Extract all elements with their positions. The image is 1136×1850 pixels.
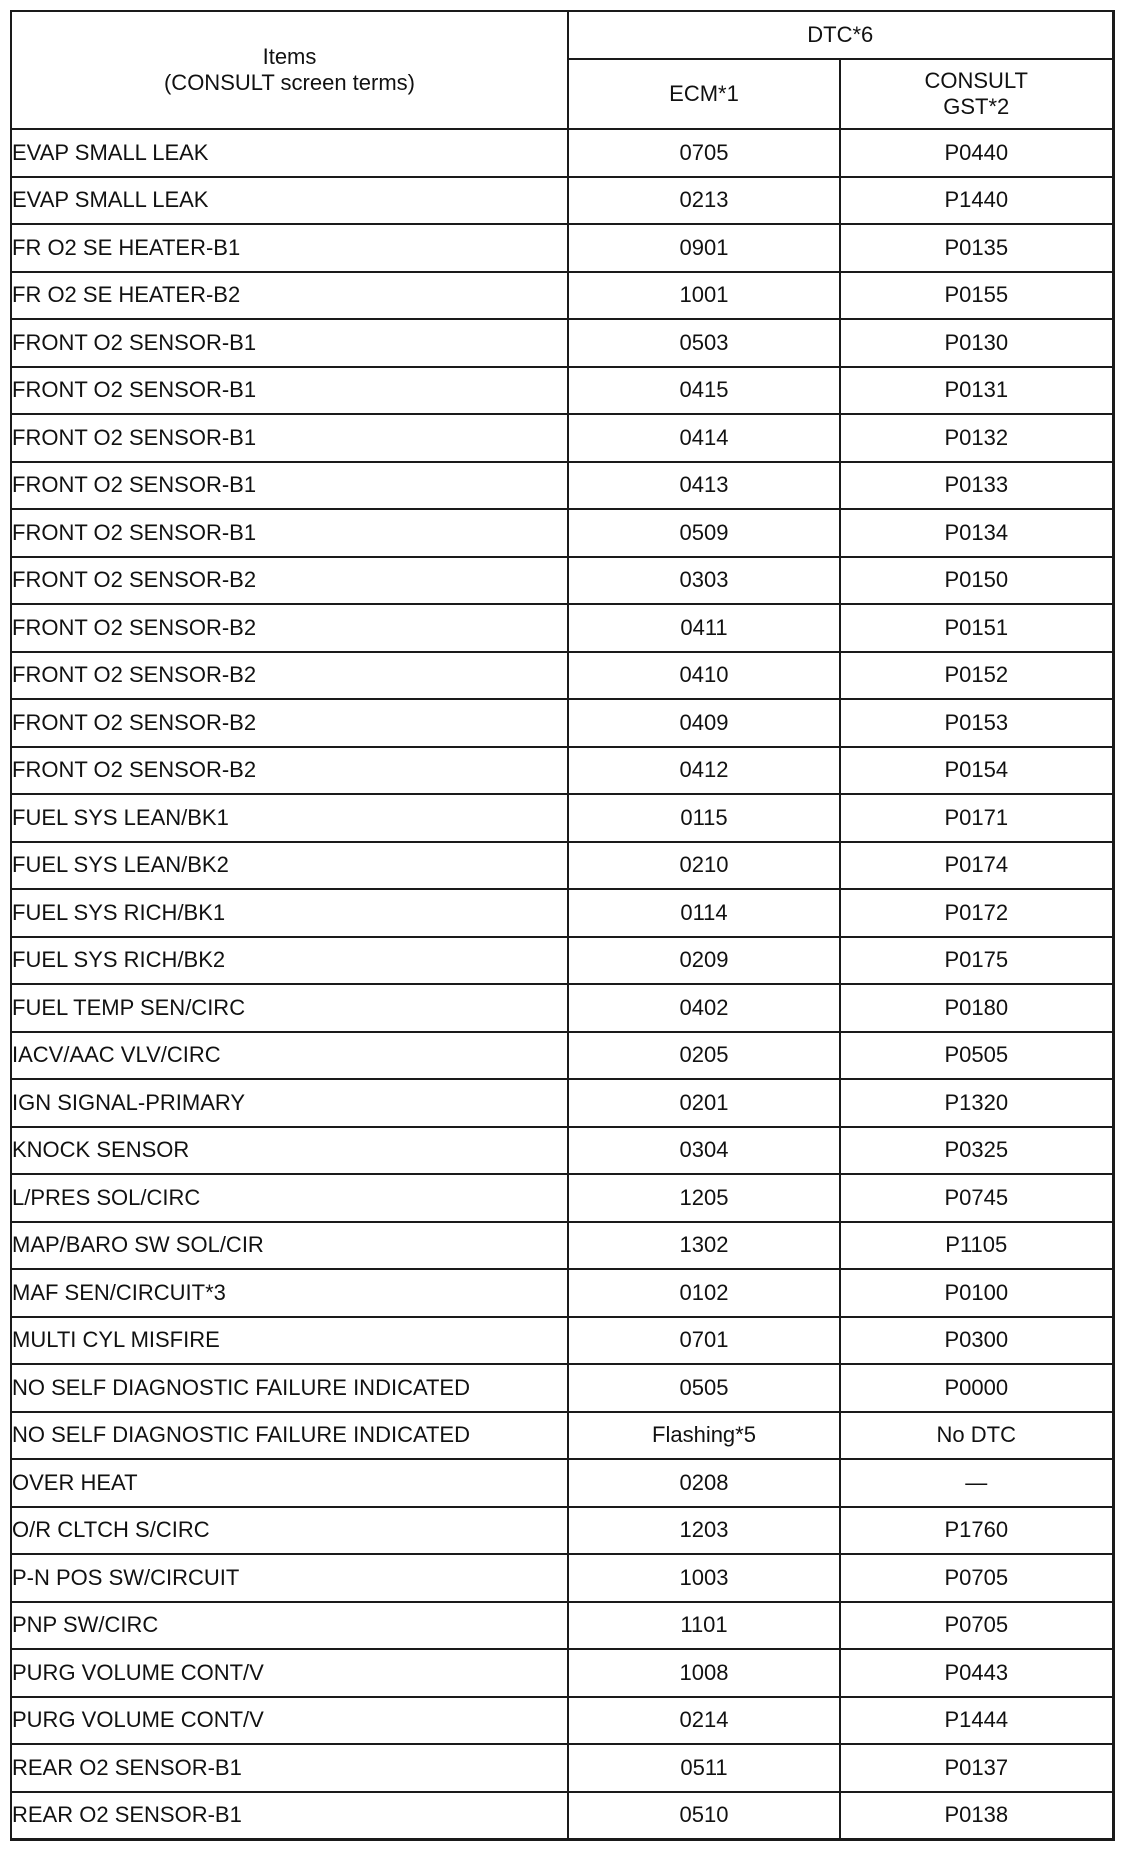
gst-code-cell: P0100: [840, 1269, 1113, 1317]
item-cell: KNOCK SENSOR: [11, 1127, 568, 1175]
ecm-code-cell: 1001: [568, 272, 840, 320]
gst-code-cell: P0135: [840, 224, 1113, 272]
dtc-column-header: DTC*6: [568, 11, 1113, 59]
item-cell: PURG VOLUME CONT/V: [11, 1697, 568, 1745]
ecm-code-cell: 1302: [568, 1222, 840, 1270]
item-cell: IACV/AAC VLV/CIRC: [11, 1032, 568, 1080]
table-row: [11, 319, 1113, 367]
item-cell: MAF SEN/CIRCUIT*3: [11, 1269, 568, 1317]
gst-code-cell: P0000: [840, 1364, 1113, 1412]
ecm-column-header: ECM*1: [568, 59, 840, 129]
item-cell: L/PRES SOL/CIRC: [11, 1174, 568, 1222]
ecm-code-cell: 0509: [568, 509, 840, 557]
ecm-code-cell: 0208: [568, 1459, 840, 1507]
table-row: [11, 937, 1113, 985]
table-row: [11, 794, 1113, 842]
ecm-code-cell: 0205: [568, 1032, 840, 1080]
item-cell: IGN SIGNAL-PRIMARY: [11, 1079, 568, 1127]
gst-code-cell: P0134: [840, 509, 1113, 557]
ecm-code-cell: 0503: [568, 319, 840, 367]
gst-code-cell: P0325: [840, 1127, 1113, 1175]
gst-code-cell: P0171: [840, 794, 1113, 842]
gst-code-cell: P0175: [840, 937, 1113, 985]
item-cell: EVAP SMALL LEAK: [11, 177, 568, 225]
item-cell: MAP/BARO SW SOL/CIR: [11, 1222, 568, 1270]
table-row: [11, 1127, 1113, 1175]
gst-code-cell: P0172: [840, 889, 1113, 937]
item-cell: EVAP SMALL LEAK: [11, 129, 568, 177]
table-row: [11, 1222, 1113, 1270]
item-cell: FUEL TEMP SEN/CIRC: [11, 984, 568, 1032]
table-row: [11, 1364, 1113, 1412]
ecm-code-cell: 0413: [568, 462, 840, 510]
table-row: [11, 557, 1113, 605]
table-row: [11, 699, 1113, 747]
item-cell: FRONT O2 SENSOR-B1: [11, 462, 568, 510]
gst-code-cell: P0440: [840, 129, 1113, 177]
table-row: [11, 652, 1113, 700]
table-row: [11, 1079, 1113, 1127]
table-row: [11, 1507, 1113, 1555]
item-cell: FRONT O2 SENSOR-B2: [11, 652, 568, 700]
gst-code-cell: P0745: [840, 1174, 1113, 1222]
table-row: [11, 984, 1113, 1032]
table-row: [11, 1412, 1113, 1460]
gst-code-cell: —: [840, 1459, 1113, 1507]
table-row: [11, 509, 1113, 557]
ecm-code-cell: 0209: [568, 937, 840, 985]
table-row: [11, 1744, 1113, 1792]
ecm-code-cell: 0304: [568, 1127, 840, 1175]
ecm-code-cell: 0412: [568, 747, 840, 795]
table-row: [11, 414, 1113, 462]
gst-header-line1: CONSULT: [924, 67, 1028, 93]
ecm-code-cell: 0201: [568, 1079, 840, 1127]
table-row: [11, 129, 1113, 177]
dtc-table: [10, 10, 1115, 1841]
ecm-code-cell: 0213: [568, 177, 840, 225]
ecm-code-cell: 1101: [568, 1602, 840, 1650]
gst-code-cell: P0150: [840, 557, 1113, 605]
gst-code-cell: P0154: [840, 747, 1113, 795]
gst-code-cell: P1440: [840, 177, 1113, 225]
item-cell: FRONT O2 SENSOR-B2: [11, 747, 568, 795]
ecm-code-cell: 0415: [568, 367, 840, 415]
ecm-code-cell: Flashing*5: [568, 1412, 840, 1460]
ecm-code-cell: 0114: [568, 889, 840, 937]
gst-header-line2: GST*2: [943, 94, 1010, 119]
item-cell: FRONT O2 SENSOR-B1: [11, 414, 568, 462]
gst-code-cell: P0131: [840, 367, 1113, 415]
ecm-code-cell: 0214: [568, 1697, 840, 1745]
table-row: [11, 367, 1113, 415]
table-row: [11, 462, 1113, 510]
item-cell: FRONT O2 SENSOR-B1: [11, 367, 568, 415]
gst-code-cell: P0705: [840, 1554, 1113, 1602]
gst-code-cell: P1105: [840, 1222, 1113, 1270]
item-cell: FR O2 SE HEATER-B2: [11, 272, 568, 320]
table-row: [11, 1792, 1113, 1840]
table-row: [11, 1269, 1113, 1317]
gst-code-cell: P0132: [840, 414, 1113, 462]
table-row: [11, 1174, 1113, 1222]
table-row: [11, 272, 1113, 320]
ecm-code-cell: 1205: [568, 1174, 840, 1222]
ecm-code-cell: 1008: [568, 1649, 840, 1697]
ecm-code-cell: 0511: [568, 1744, 840, 1792]
table-row: [11, 1602, 1113, 1650]
gst-code-cell: P0300: [840, 1317, 1113, 1365]
table-row: [11, 1459, 1113, 1507]
items-header-line1: Items: [262, 43, 317, 69]
item-cell: FUEL SYS LEAN/BK2: [11, 842, 568, 890]
ecm-code-cell: 0411: [568, 604, 840, 652]
gst-column-header: [840, 59, 1113, 129]
ecm-code-cell: 0402: [568, 984, 840, 1032]
gst-code-cell: P0705: [840, 1602, 1113, 1650]
gst-code-cell: P0133: [840, 462, 1113, 510]
ecm-code-cell: 0115: [568, 794, 840, 842]
item-cell: PURG VOLUME CONT/V: [11, 1649, 568, 1697]
item-cell: MULTI CYL MISFIRE: [11, 1317, 568, 1365]
ecm-code-cell: 0102: [568, 1269, 840, 1317]
table-row: [11, 842, 1113, 890]
ecm-code-cell: 0705: [568, 129, 840, 177]
ecm-code-cell: 0510: [568, 1792, 840, 1840]
table-row: [11, 1554, 1113, 1602]
item-cell: PNP SW/CIRC: [11, 1602, 568, 1650]
table-header: [11, 11, 1113, 129]
gst-code-cell: P0174: [840, 842, 1113, 890]
item-cell: REAR O2 SENSOR-B1: [11, 1792, 568, 1840]
table-row: [11, 224, 1113, 272]
item-cell: FRONT O2 SENSOR-B2: [11, 557, 568, 605]
table-row: [11, 1032, 1113, 1080]
item-cell: FRONT O2 SENSOR-B2: [11, 604, 568, 652]
item-cell: P-N POS SW/CIRCUIT: [11, 1554, 568, 1602]
item-cell: NO SELF DIAGNOSTIC FAILURE INDICATED: [11, 1364, 568, 1412]
table-body: [11, 129, 1113, 1839]
gst-code-cell: P0155: [840, 272, 1113, 320]
gst-code-cell: P1320: [840, 1079, 1113, 1127]
gst-code-cell: No DTC: [840, 1412, 1113, 1460]
item-cell: FUEL SYS RICH/BK2: [11, 937, 568, 985]
gst-code-cell: P0130: [840, 319, 1113, 367]
item-cell: FRONT O2 SENSOR-B1: [11, 319, 568, 367]
gst-code-cell: P1760: [840, 1507, 1113, 1555]
ecm-code-cell: 0210: [568, 842, 840, 890]
ecm-code-cell: 0409: [568, 699, 840, 747]
gst-code-cell: P0180: [840, 984, 1113, 1032]
ecm-code-cell: 1203: [568, 1507, 840, 1555]
table-row: [11, 1649, 1113, 1697]
item-cell: FR O2 SE HEATER-B1: [11, 224, 568, 272]
item-cell: FRONT O2 SENSOR-B1: [11, 509, 568, 557]
table-row: [11, 604, 1113, 652]
gst-code-cell: P0505: [840, 1032, 1113, 1080]
gst-code-cell: P0152: [840, 652, 1113, 700]
items-header-line2: (CONSULT screen terms): [163, 70, 415, 95]
table-row: [11, 1697, 1113, 1745]
gst-code-cell: P0153: [840, 699, 1113, 747]
gst-code-cell: P0138: [840, 1792, 1113, 1840]
table-row: [11, 889, 1113, 937]
item-cell: FUEL SYS LEAN/BK1: [11, 794, 568, 842]
item-cell: FRONT O2 SENSOR-B2: [11, 699, 568, 747]
table-row: [11, 747, 1113, 795]
ecm-code-cell: 0303: [568, 557, 840, 605]
item-cell: O/R CLTCH S/CIRC: [11, 1507, 568, 1555]
ecm-code-cell: 0410: [568, 652, 840, 700]
ecm-code-cell: 1003: [568, 1554, 840, 1602]
gst-code-cell: P0137: [840, 1744, 1113, 1792]
gst-code-cell: P0151: [840, 604, 1113, 652]
table-row: [11, 177, 1113, 225]
item-cell: FUEL SYS RICH/BK1: [11, 889, 568, 937]
item-cell: OVER HEAT: [11, 1459, 568, 1507]
items-column-header: [11, 11, 568, 129]
item-cell: NO SELF DIAGNOSTIC FAILURE INDICATED: [11, 1412, 568, 1460]
table-row: [11, 1317, 1113, 1365]
gst-code-cell: P1444: [840, 1697, 1113, 1745]
ecm-code-cell: 0701: [568, 1317, 840, 1365]
ecm-code-cell: 0901: [568, 224, 840, 272]
item-cell: REAR O2 SENSOR-B1: [11, 1744, 568, 1792]
ecm-code-cell: 0414: [568, 414, 840, 462]
ecm-code-cell: 0505: [568, 1364, 840, 1412]
gst-code-cell: P0443: [840, 1649, 1113, 1697]
